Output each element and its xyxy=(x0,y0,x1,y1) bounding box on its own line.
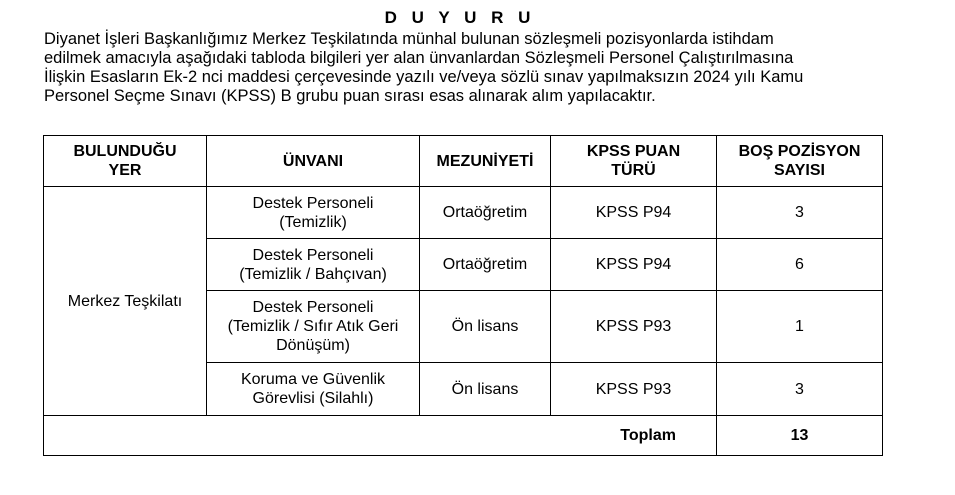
count-cell: 1 xyxy=(717,291,883,363)
title-line: Destek Personeli xyxy=(252,194,374,212)
header-count-line2: SAYISI xyxy=(774,162,825,179)
kpss-cell: KPSS P94 xyxy=(551,239,717,291)
education-cell: Ön lisans xyxy=(420,291,551,363)
header-location xyxy=(44,136,207,187)
education-cell: Ortaöğretim xyxy=(420,187,551,239)
header-location-line1: BULUNDUĞU xyxy=(73,143,177,160)
header-title: ÜNVANI xyxy=(207,136,420,187)
intro-paragraph xyxy=(44,30,884,106)
header-education: MEZUNİYETİ xyxy=(420,136,551,187)
intro-line: Diyanet İşleri Başkanlığımız Merkez Teşkilatında münhal bulunan sözleşmeli pozisyonlarda istihdam xyxy=(44,30,774,48)
header-kpss xyxy=(551,136,717,187)
kpss-cell: KPSS P93 xyxy=(551,363,717,416)
intro-line: Personel Seçme Sınavı (KPSS) B grubu puan sırası esas alınarak alım yapılacaktır. xyxy=(44,87,656,105)
count-cell: 6 xyxy=(717,239,883,291)
title-cell xyxy=(207,239,420,291)
header-location-line2: YER xyxy=(108,162,142,179)
count-cell: 3 xyxy=(717,187,883,239)
title-line: Destek Personeli xyxy=(252,246,374,264)
header-count-line1: BOŞ POZİSYON xyxy=(738,143,861,160)
positions-table xyxy=(43,135,883,456)
title-cell xyxy=(207,291,420,363)
education-cell: Ortaöğretim xyxy=(420,239,551,291)
title-cell xyxy=(207,363,420,416)
location-cell: Merkez Teşkilatı xyxy=(44,187,207,416)
title-line: (Temizlik / Sıfır Atık Geri xyxy=(227,318,399,335)
kpss-cell: KPSS P94 xyxy=(551,187,717,239)
header-kpss-line1: KPSS PUAN xyxy=(586,143,681,160)
intro-line: İlişkin Esasların Ek-2 nci maddesi çerçevesinde yazılı ve/veya sözlü sınav yapılmaksızın 2024 yılı Kamu xyxy=(44,68,804,86)
total-row xyxy=(44,416,883,456)
page-title: D U Y U R U xyxy=(384,8,536,27)
title-line: Koruma ve Güvenlik xyxy=(240,371,386,388)
total-label: Toplam xyxy=(44,416,717,456)
education-cell: Ön lisans xyxy=(420,363,551,416)
count-cell: 3 xyxy=(717,363,883,416)
table-row xyxy=(44,187,883,239)
title-line: (Temizlik) xyxy=(279,213,347,231)
header-count xyxy=(717,136,883,187)
title-line: Görevlisi (Silahlı) xyxy=(252,390,374,407)
kpss-cell: KPSS P93 xyxy=(551,291,717,363)
table-header-row xyxy=(44,136,883,187)
total-value: 13 xyxy=(717,416,883,456)
title-line: (Temizlik / Bahçıvan) xyxy=(239,265,387,283)
title-cell xyxy=(207,187,420,239)
intro-line: edilmek amacıyla aşağıdaki tabloda bilgileri yer alan ünvanlardan Sözleşmeli Personel Çalıştırılmasına xyxy=(44,49,794,67)
header-kpss-line2: TÜRÜ xyxy=(611,162,656,179)
title-line: Dönüşüm) xyxy=(276,337,350,354)
title-line: Destek Personeli xyxy=(252,299,374,316)
